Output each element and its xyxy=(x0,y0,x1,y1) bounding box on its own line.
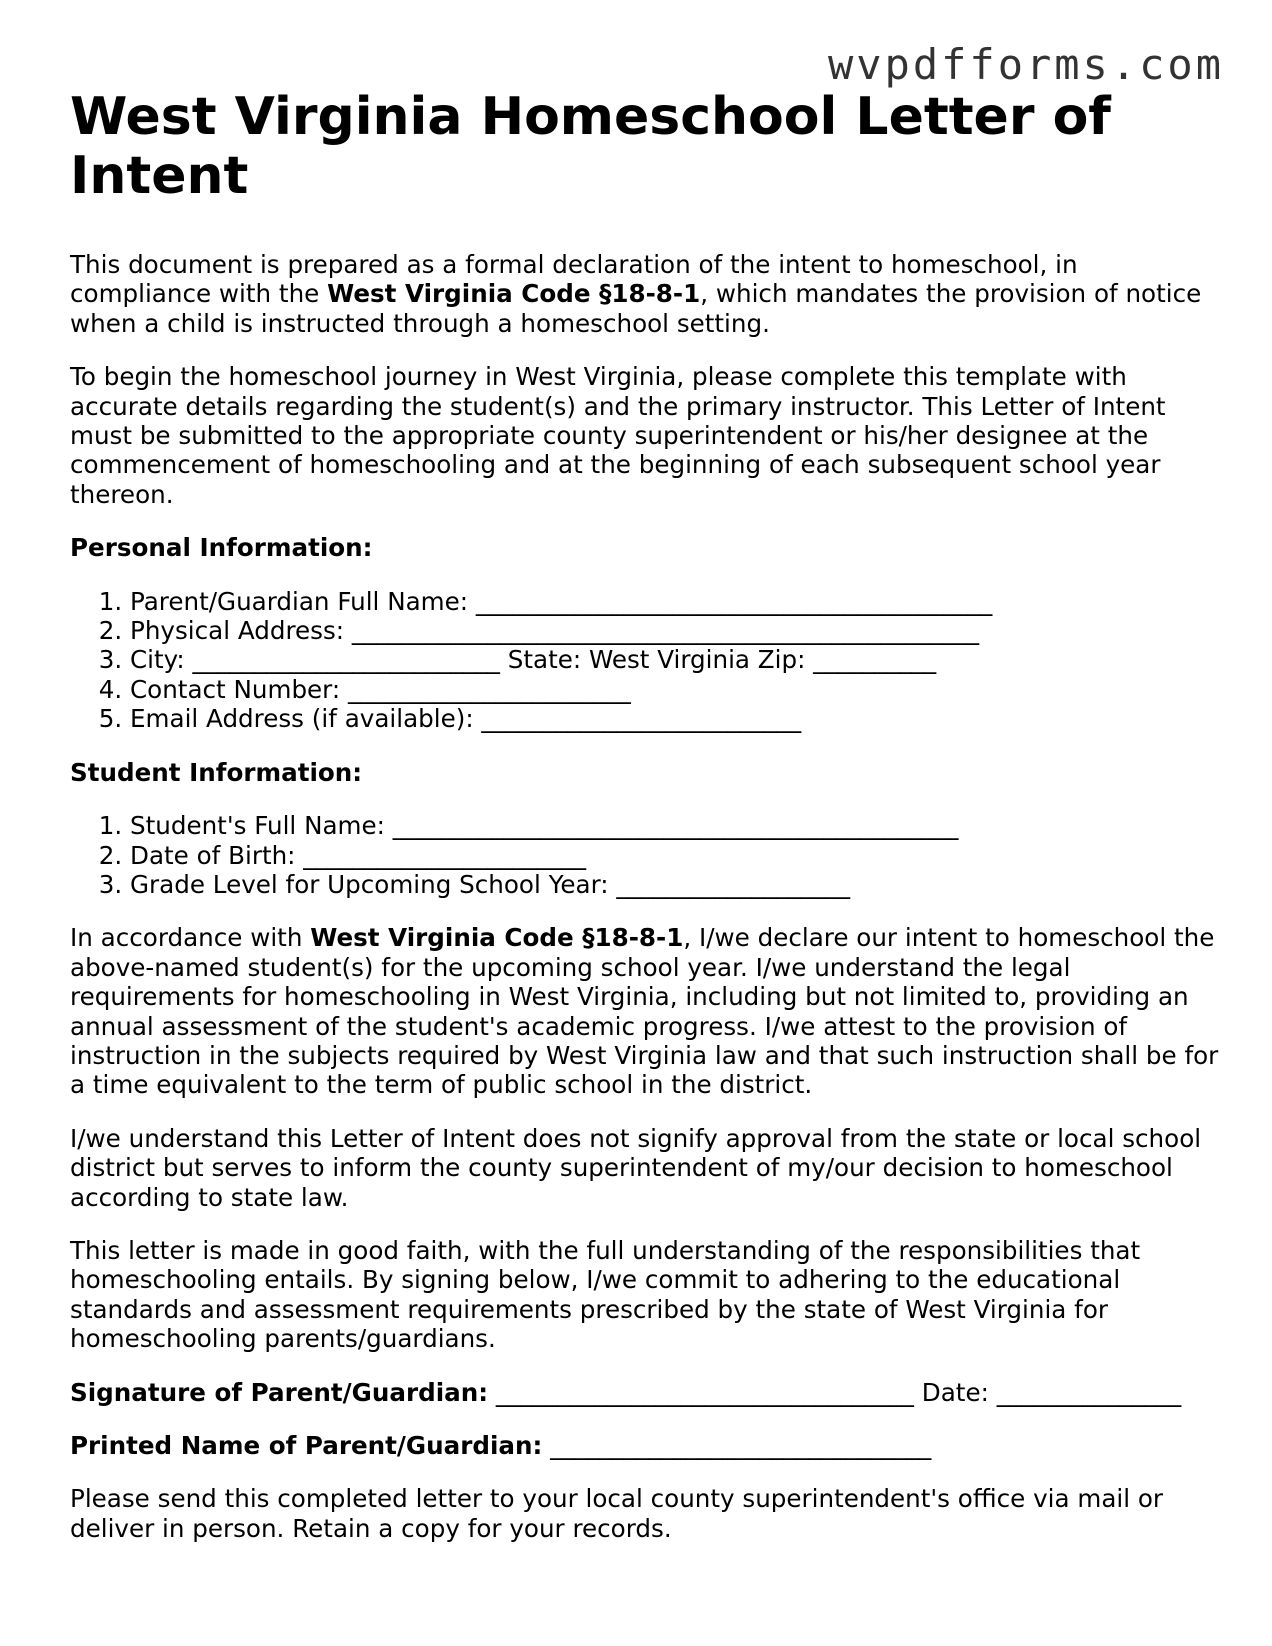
printed-name-blank[interactable]: _______________________________ xyxy=(542,1431,932,1460)
declaration-text-start: In accordance with xyxy=(70,923,311,953)
signature-label: Signature of Parent/Guardian: xyxy=(70,1377,489,1407)
student-info-heading: Student Information: xyxy=(70,757,363,787)
printed-name-line[interactable] xyxy=(70,1431,1220,1460)
intro-text-start: This document is prepared as a formal declaration of the intent to homeschool, in compliance with the xyxy=(70,250,1078,309)
field-parent-name[interactable]: 1. Parent/Guardian Full Name: __________________________________________ xyxy=(130,587,1220,616)
closing-paragraph: Please send this completed letter to your local county superintendent's office via mail or deliver in person. Retain a copy for your records. xyxy=(70,1484,1164,1543)
personal-info-list xyxy=(70,587,1220,734)
intro-paragraph xyxy=(70,250,1220,338)
field-student-name[interactable]: 1. Student's Full Name: ______________________________________________ xyxy=(130,811,1220,840)
printed-name-label: Printed Name of Parent/Guardian: xyxy=(70,1431,543,1460)
date-blank[interactable]: _______________ xyxy=(988,1377,1182,1407)
personal-info-heading: Personal Information: xyxy=(70,533,373,563)
date-label: Date: xyxy=(921,1377,989,1407)
understanding-paragraph: I/we understand this Letter of Intent does not signify approval from the state or local school district but serves to inform the county superintendent of my/our decision to homeschool according to state law. xyxy=(70,1123,1202,1212)
document-title: West Virginia Homeschool Letter of Intent xyxy=(70,87,1111,206)
signature-line[interactable] xyxy=(70,1378,1220,1407)
declaration-code-reference: West Virginia Code §18-8-1 xyxy=(310,923,684,953)
intro-text-end: , which mandates the provision of notice when a child is instructed through a homeschool setting. xyxy=(70,279,1202,338)
field-grade-level[interactable]: 3. Grade Level for Upcoming School Year: ___________________ xyxy=(130,870,1220,899)
declaration-paragraph xyxy=(70,923,1220,1099)
field-physical-address[interactable]: 2. Physical Address: ___________________________________________________ xyxy=(130,616,1220,645)
field-contact-number[interactable]: 4. Contact Number: _______________________ xyxy=(130,675,1220,704)
declaration-text-end: , I/we declare our intent to homeschool the above-named student(s) for the upcoming school year. I/we understand the legal requirements for homeschooling in West Virginia, including but not limited to, providing an annual assessment of the student's academic progress. I/we attest to the provision of instruction in the subjects required by West Virginia law and that such instruction shall be for a time equivalent to the term of public school in the district. xyxy=(70,923,1219,1100)
code-reference: West Virginia Code §18-8-1 xyxy=(327,279,701,309)
signature-blank[interactable]: __________________________________ xyxy=(488,1377,922,1407)
letter-document xyxy=(70,88,1220,1543)
field-city-state-zip[interactable]: 3. City: _________________________ State: West Virginia Zip: __________ xyxy=(130,645,1220,674)
field-email-address[interactable]: 5. Email Address (if available): __________________________ xyxy=(130,704,1220,733)
field-date-of-birth[interactable]: 2. Date of Birth: _______________________ xyxy=(130,841,1220,870)
site-watermark: wvpdfforms.com xyxy=(827,40,1224,89)
instructions-paragraph: To begin the homeschool journey in West Virginia, please complete this template with accurate details regarding the student(s) and the primary instructor. This Letter of Intent must be submitted to the appropriate county superintendent or his/her designee at the commencement of homeschooling and at the beginning of each subsequent school year thereon. xyxy=(70,362,1166,509)
good-faith-paragraph: This letter is made in good faith, with the full understanding of the responsibilities that homeschooling entails. By signing below, I/we commit to adhering to the educational standards and assessment requirements prescribed by the state of West Virginia for homeschooling parents/guardians. xyxy=(70,1235,1141,1354)
student-info-list xyxy=(70,811,1220,899)
